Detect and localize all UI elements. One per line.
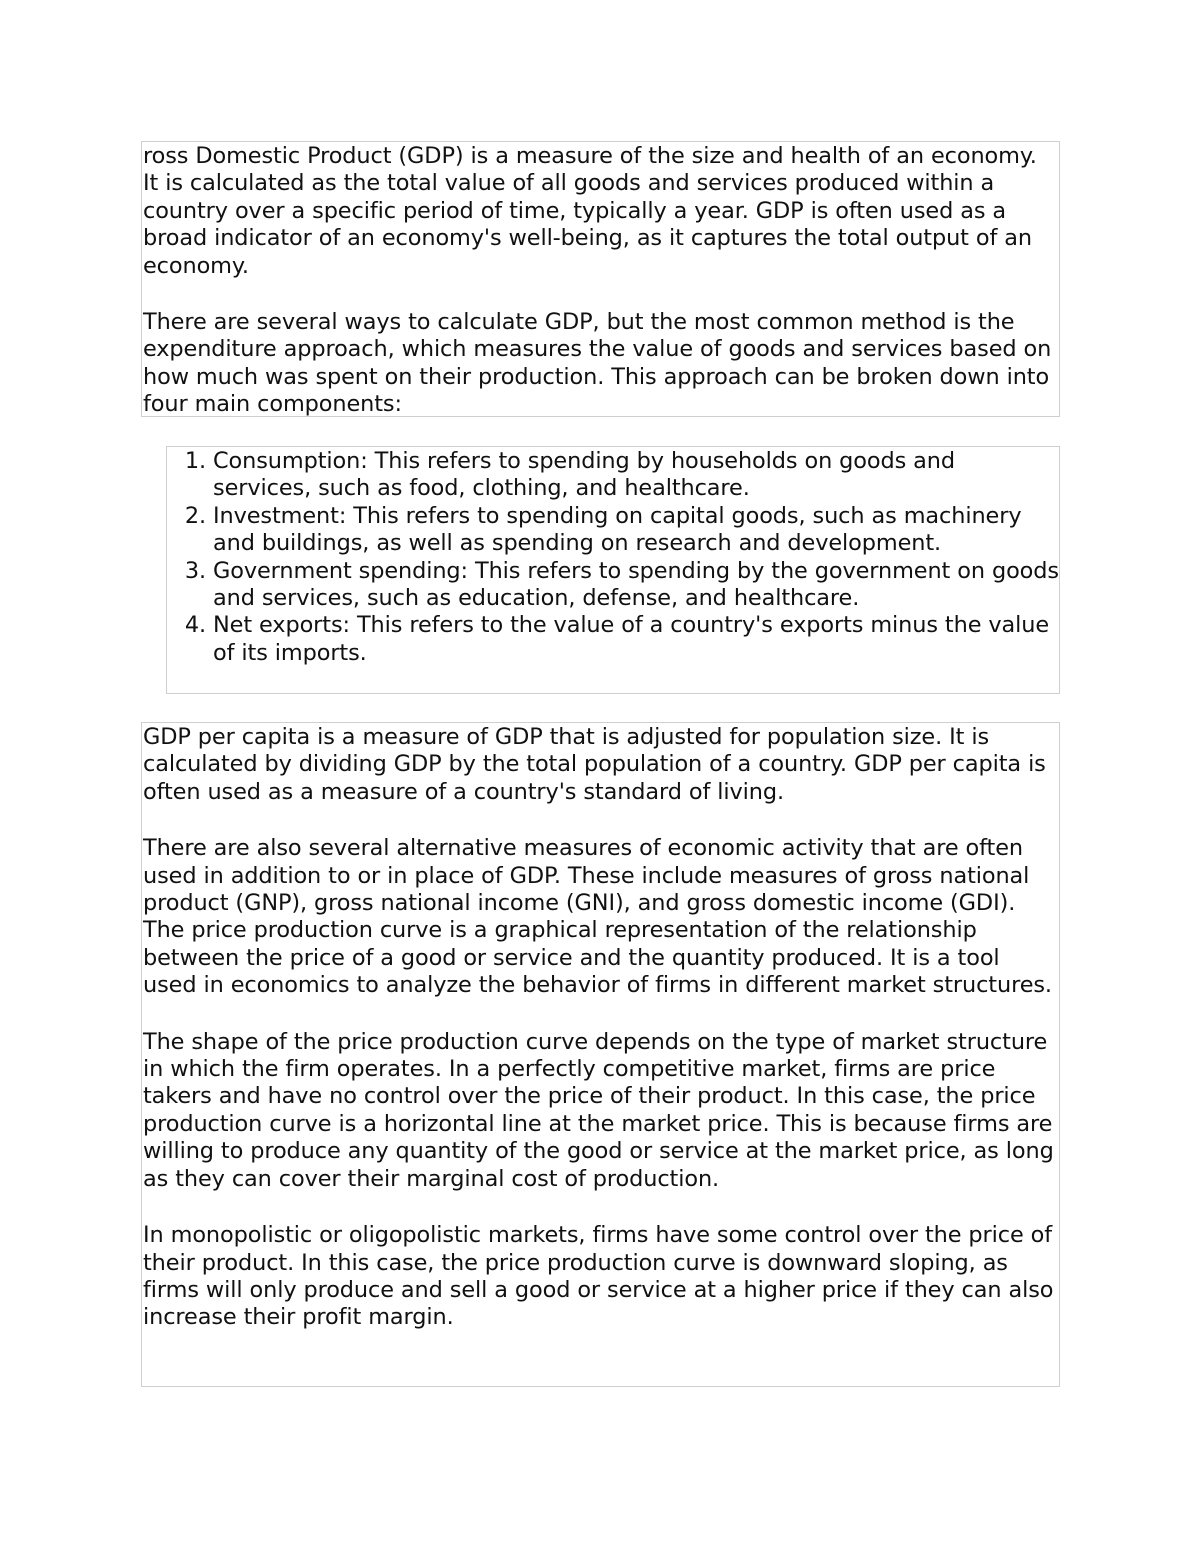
components-list bbox=[167, 448, 1059, 667]
paragraph: There are also several alternative measures of economic activity that are often used in addition to or in place of GDP. These include measures of gross national product (GNP), gross national income (GNI), and gross domestic income (GDI). bbox=[143, 835, 1030, 917]
paragraph: ross Domestic Product (GDP) is a measure of the size and health of an economy. It is calculated as the total value of all goods and services produced within a country over a specific period of time, typically a year. GDP is often used as a broad indicator of an economy's well-being, as it captures the total output of an economy. bbox=[143, 143, 1037, 279]
paragraph: In monopolistic or oligopolistic markets, firms have some control over the price of their product. In this case, the price production curve is downward sloping, as firms will only produce and sell a good or service at a higher price if they can also increase their profit margin. bbox=[143, 1222, 1054, 1331]
list-item: 4. Net exports: This refers to the value of a country's exports minus the value of its imports. bbox=[213, 612, 1059, 667]
paragraph: There are several ways to calculate GDP, but the most common method is the expenditure approach, which measures the value of goods and services based on how much was spent on their production. This approach can be broken down into four main components: bbox=[143, 309, 1052, 418]
gdp-intro-text-box bbox=[141, 141, 1060, 417]
list-item: 1. Consumption: This refers to spending by households on goods and services, such as food, clothing, and healthcare. bbox=[213, 448, 1059, 503]
list-item: 2. Investment: This refers to spending on capital goods, such as machinery and buildings, as well as spending on research and development. bbox=[213, 503, 1059, 558]
paragraph: GDP per capita is a measure of GDP that is adjusted for population size. It is calculated by dividing GDP by the total population of a country. GDP per capita is often used as a measure of a country's standard of living. bbox=[143, 724, 1046, 805]
paragraph: The shape of the price production curve depends on the type of market structure in which the firm operates. In a perfectly competitive market, firms are price takers and have no control over the price of their product. In this case, the price production curve is a horizontal line at the market price. This is because firms are willing to produce any quantity of the good or service at the market price, as long as they can cover their marginal cost of production. bbox=[143, 1028, 1054, 1192]
gdp-per-capita-text-box bbox=[141, 722, 1060, 1387]
gdp-components-list-box bbox=[166, 446, 1060, 694]
list-item: 3. Government spending: This refers to spending by the government on goods and services, such as education, defense, and healthcare. bbox=[213, 558, 1059, 613]
paragraph: The price production curve is a graphical representation of the relationship between the price of a good or service and the quantity produced. It is a tool used in economics to analyze the behavior of firms in different market structures. bbox=[143, 917, 1052, 999]
